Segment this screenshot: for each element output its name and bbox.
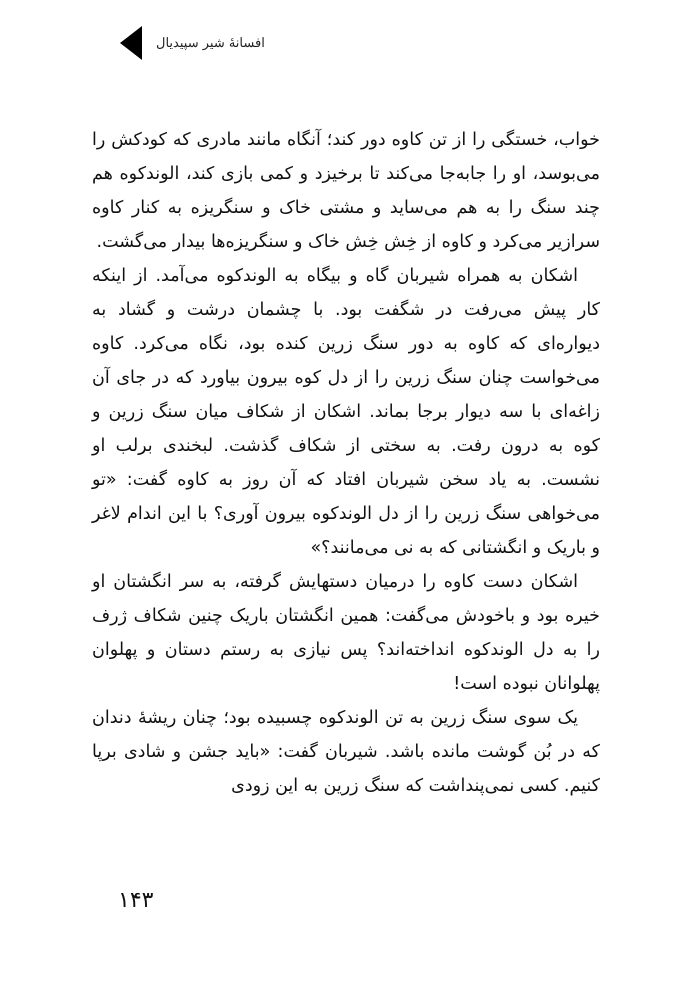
paragraph: خواب، خستگی را از تن کاوه دور کند؛ آنگاه مانند مادری که کودکش را می‌بوسد، او را جابه‌جا می‌کند تا برخیزد و کمی بازی کند، الوندکوه هم چند سنگ را به هم می‌ساید و مشتی خاک و سنگریزه به کنار کاوه سرازیر می‌کرد و کاوه از خِش خِش خاک و سنگریزه‌ها بیدار می‌گشت.: [92, 130, 600, 252]
running-header: [120, 26, 265, 60]
header-title: افسانهٔ شیر سپیدیال: [156, 35, 265, 51]
page-number: ۱۴۳: [118, 888, 154, 913]
paragraph: اشکان به همراه شیربان گاه و بیگاه به الوندکوه می‌آمد. از اینکه کار پیش می‌رفت در شگفت بود. با چشمان درشت و گشاد به دیواره‌ای که کاوه به دور سنگ زرین کنده بود، نگاه می‌کرد. کاوه می‌خواست چنان سنگ زرین را از دل کوه بیرون بیاورد که در جای آن زاغه‌ای با سه دیوار برجا بماند. اشکان از شکاف میان سنگ زرین و کوه به درون رفت. به سختی از شکاف گذشت. لبخندی برلب او نشست. به یاد سخن شیربان افتاد که آن روز به کاوه گفت: «تو می‌خواهی سنگ زرین را از دل الوندکوه بیرون آوری؟ با این اندام لاغر و باریک و انگشتانی که به نی می‌مانند؟»: [92, 266, 600, 558]
paragraph: یک سوی سنگ زرین به تن الوندکوه چسبیده بود؛ چنان ریشهٔ دندان که در بُن گوشت مانده باشد. شیربان گفت: «باید جشن و شادی برپا کنیم. کسی نمی‌پنداشت که سنگ زرین به این زودی: [92, 708, 600, 796]
paragraph: اشکان دست کاوه را درمیان دستهایش گرفته، به سر انگشتان او خیره بود و باخودش می‌گفت: همین انگشتان باریک چنین شکاف ژرف را به دل الوندکوه انداخته‌اند؟ پس نیازی به رستم دستان و پهلوان پهلوانان نبوده است!: [92, 572, 600, 694]
body-text: [92, 123, 600, 803]
triangle-marker-icon: [120, 26, 142, 60]
